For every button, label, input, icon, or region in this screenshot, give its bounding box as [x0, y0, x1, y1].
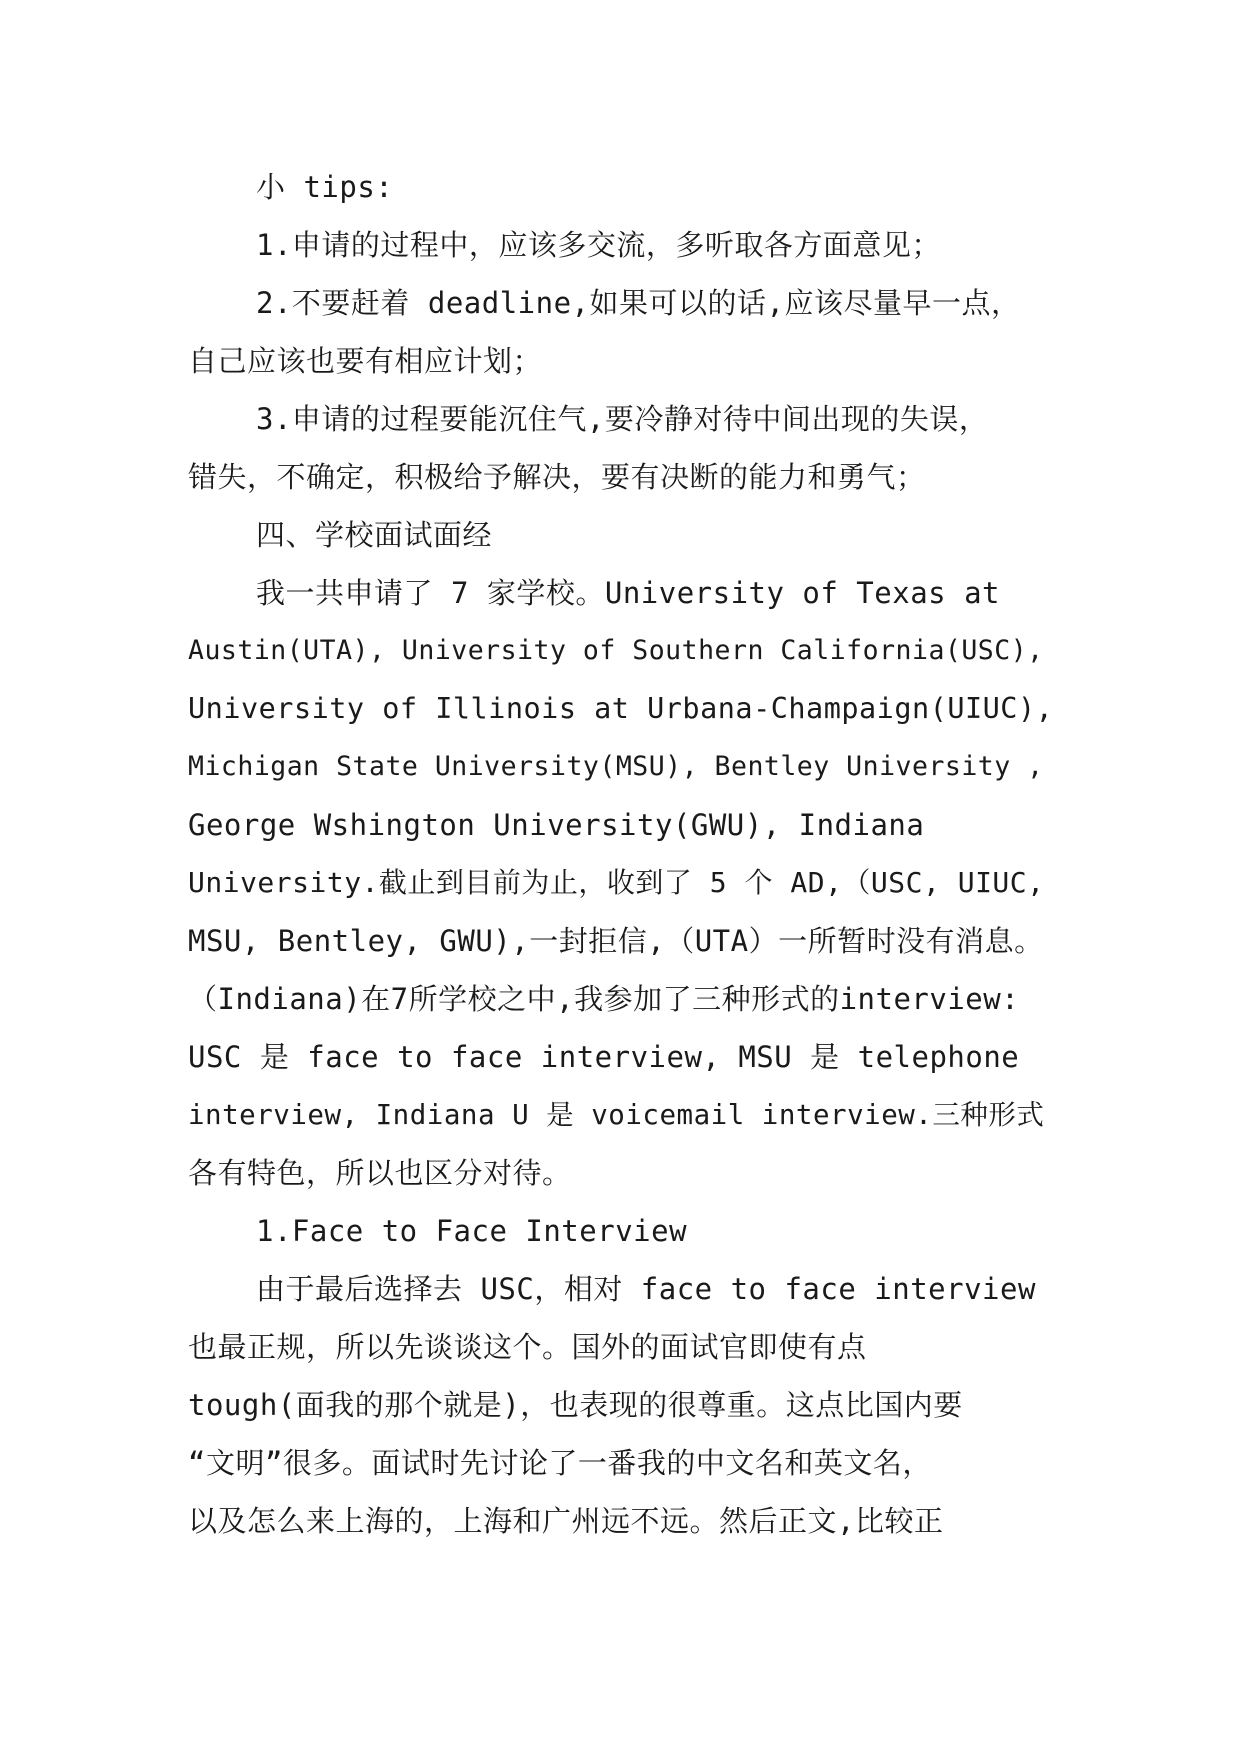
paragraph-usc-line-1: 由于最后选择去 USC，相对 face to face interview: [256, 1272, 1036, 1306]
document-body: [188, 158, 1054, 1550]
paragraph-usc-line-2: 也最正规，所以先谈谈这个。国外的面试官即使有点: [188, 1330, 867, 1364]
paragraph-schools-line-9: USC 是 face to face interview, MSU 是 telephone: [188, 1040, 1020, 1074]
paragraph-schools-line-7: MSU, Bentley, GWU),一封拒信,（UTA）一所暂时没有消息。: [188, 924, 1044, 958]
tips-heading: 小 tips:: [256, 170, 394, 204]
paragraph-schools-line-2: Austin(UTA), University of Southern California(USC),: [188, 635, 1044, 666]
tip-3-line-2: 错失，不确定，积极给予解决，要有决断的能力和勇气；: [188, 460, 926, 494]
paragraph-schools-line-8: （Indiana)在7所学校之中,我参加了三种形式的interview:: [188, 982, 1020, 1016]
paragraph-usc-line-3: tough(面我的那个就是)，也表现的很尊重。这点比国内要: [188, 1388, 963, 1422]
tip-2-line-1: 2.不要赶着 deadline,如果可以的话,应该尽量早一点，: [256, 286, 1021, 320]
section-heading-interviews: 四、学校面试面经: [256, 518, 493, 552]
paragraph-usc-line-5: 以及怎么来上海的，上海和广州远不远。然后正文,比较正: [188, 1504, 944, 1538]
paragraph-schools-line-4: Michigan State University(MSU), Bentley University ,: [188, 751, 1044, 782]
paragraph-usc-line-4: “文明”很多。面试时先讨论了一番我的中文名和英文名，: [188, 1446, 932, 1480]
paragraph-schools-line-11: 各有特色，所以也区分对待。: [188, 1156, 572, 1190]
tip-1: 1.申请的过程中，应该多交流，多听取各方面意见；: [256, 228, 941, 262]
paragraph-schools-line-1: 我一共申请了 7 家学校。University of Texas at: [256, 576, 1000, 610]
paragraph-schools-line-5: George Wshington University(GWU), Indiana: [188, 808, 925, 842]
paragraph-schools-line-10: interview, Indiana U 是 voicemail interview.三种形式: [188, 1099, 1045, 1131]
subsection-heading-face-to-face: 1.Face to Face Interview: [256, 1214, 688, 1248]
tip-2-line-2: 自己应该也要有相应计划；: [188, 344, 543, 378]
paragraph-schools-line-3: University of Illinois at Urbana-Champaign(UIUC),: [188, 692, 1054, 725]
tip-3-line-1: 3.申请的过程要能沉住气,要冷静对待中间出现的失误，: [256, 402, 989, 436]
paragraph-schools-line-6: University.截止到目前为止，收到了 5 个 AD,（USC, UIUC,: [188, 866, 1045, 899]
